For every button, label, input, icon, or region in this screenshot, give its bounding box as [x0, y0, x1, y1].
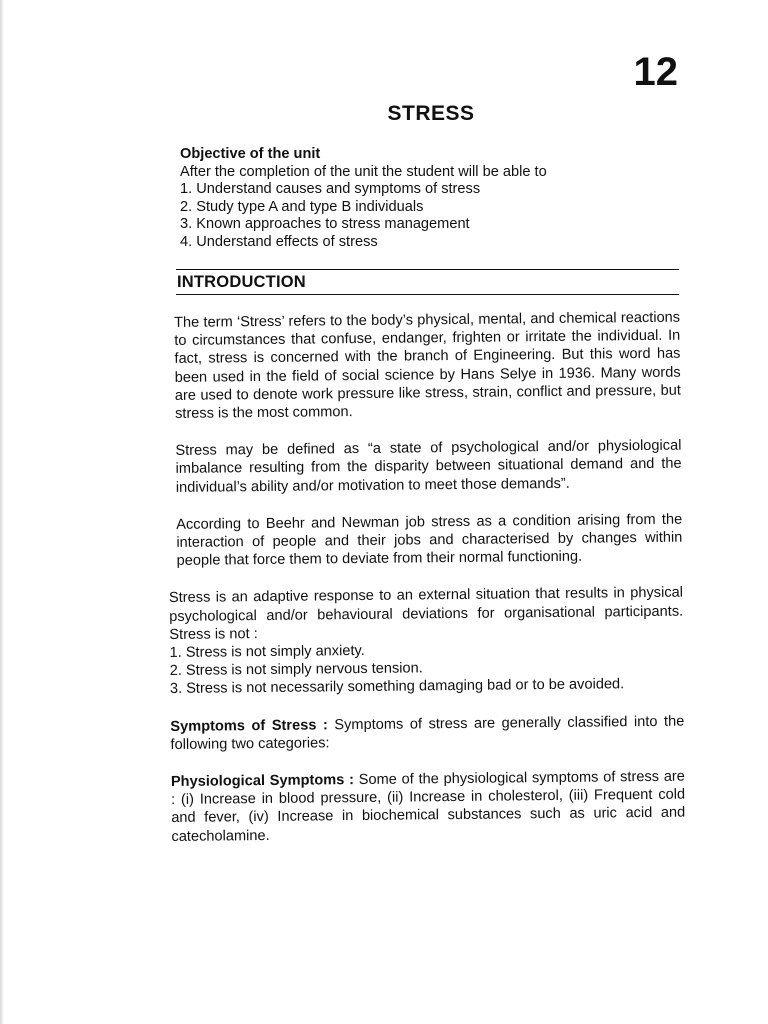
objective-item: 4. Understand effects of stress [180, 233, 378, 250]
paragraph-stress-term: The term ‘Stress’ refers to the body’s physical, mental, and chemical reactions to circumstances that confuse, endanger, frighten or irritate the individual. In fact, stress is concerned with the branch of Engineering. But this word has been used in the field of social science by Hans Selye in 1936. Many words are used to denote work pressure like stress, strain, conflict and pressure, but stress is the most common. [174, 309, 681, 422]
chapter-number: 12 [633, 50, 678, 94]
section-divider-top [176, 269, 679, 270]
physiological-label: Physiological Symptoms : [170, 772, 355, 791]
paragraph-stress-definition: Stress may be defined as “a state of psychological and/or physiological imbalance resulting from the disparity between situational demand and the individual’s ability and/or motivation to meet those demands”. [175, 437, 682, 496]
section-divider-bottom [176, 294, 679, 295]
introduction-body [166, 309, 686, 865]
introduction-heading: INTRODUCTION [177, 273, 306, 291]
objective-item: 1. Understand causes and symptoms of stress [180, 181, 481, 198]
symptoms-text: Symptoms of stress are generally classified into the following two categories: [170, 713, 685, 753]
chapter-title: STRESS [387, 102, 475, 125]
paragraph-adaptive-response: Stress is an adaptive response to an external situation that results in physical psychological and/or behavioural deviations for organisational participants. Stress is not : [168, 585, 684, 643]
page-edge-shadow [0, 0, 4, 1024]
objective-section [180, 146, 680, 252]
paragraph-symptoms [170, 712, 684, 754]
paragraph-physiological-symptoms [171, 768, 686, 846]
objective-item: 3. Known approaches to stress management [180, 216, 470, 233]
objective-heading: Objective of the unit [180, 146, 321, 162]
symptoms-label: Symptoms of Stress : [170, 716, 328, 735]
stress-not-item: 3. Stress is not necessarily something damaging bad or to be avoided. [169, 676, 625, 698]
stress-not-item: 2. Stress is not simply nervous tension. [169, 660, 423, 680]
paragraph-beehr-newman: According to Beehr and Newman job stress as a condition arising from the interaction of people and their jobs and characterised by changes within people that force them to deviate from their normal functioning. [176, 511, 683, 570]
stress-not-item: 1. Stress is not simply anxiety. [169, 642, 365, 662]
objective-intro: After the completion of the unit the student will be able to [180, 163, 547, 180]
physiological-text: Some of the physiological symptoms of stress are : (i) Increase in blood pressure, (ii) Increase in cholesterol, (iii) Frequent cold and fever, (iv) Increase in biochemical substances such as uric acid and catecholamine. [171, 768, 686, 845]
objective-item: 2. Study type A and type B individuals [180, 198, 424, 215]
